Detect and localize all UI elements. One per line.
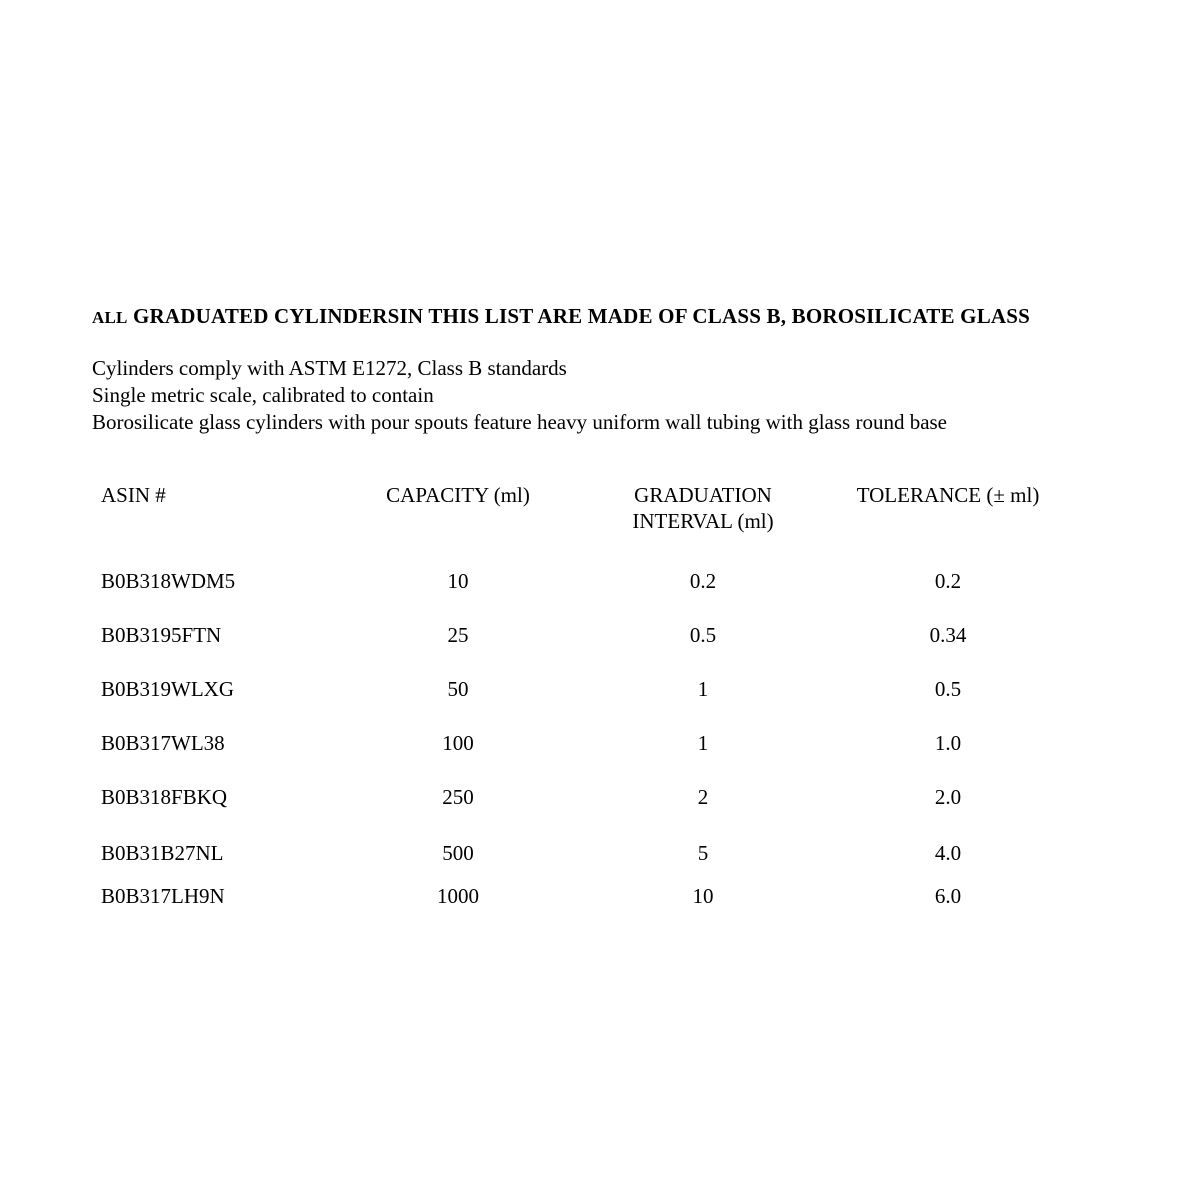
table-cell-tolerance: 6.0 bbox=[934, 884, 962, 908]
table-cell-tolerance: 4.0 bbox=[934, 841, 962, 865]
table-cell-capacity: 500 bbox=[442, 841, 474, 865]
table-cell-tolerance: 0.34 bbox=[929, 623, 967, 647]
table-cell-graduation: 10 bbox=[692, 884, 714, 908]
table-cell-graduation: 1 bbox=[697, 731, 709, 755]
table-cell-asin: B0B3195FTN bbox=[101, 623, 222, 647]
table-cell-graduation: 0.2 bbox=[689, 569, 717, 593]
column-header-graduation-line1: GRADUATION bbox=[634, 483, 772, 507]
note-line: Cylinders comply with ASTM E1272, Class B standards bbox=[92, 356, 567, 380]
column-header-graduation bbox=[603, 482, 803, 534]
table-cell-graduation: 5 bbox=[697, 841, 709, 865]
column-header-graduation-line2: INTERVAL (ml) bbox=[632, 509, 774, 533]
heading-text: GRADUATED CYLINDERSIN THIS LIST ARE MADE OF CLASS B, BOROSILICATE GLASS bbox=[127, 304, 1031, 328]
table-cell-capacity: 1000 bbox=[437, 884, 479, 908]
table-cell-tolerance: 1.0 bbox=[934, 731, 962, 755]
table-cell-graduation: 1 bbox=[697, 677, 709, 701]
heading-prefix: ALL bbox=[92, 308, 128, 327]
table-cell-tolerance: 2.0 bbox=[934, 785, 962, 809]
table-cell-tolerance: 0.5 bbox=[934, 677, 962, 701]
table-cell-tolerance: 0.2 bbox=[934, 569, 962, 593]
table-cell-asin: B0B317LH9N bbox=[101, 884, 225, 908]
table-cell-asin: B0B31B27NL bbox=[101, 841, 224, 865]
table-cell-capacity: 50 bbox=[447, 677, 469, 701]
table-cell-graduation: 0.5 bbox=[689, 623, 717, 647]
table-cell-capacity: 25 bbox=[447, 623, 469, 647]
table-cell-asin: B0B318WDM5 bbox=[101, 569, 236, 593]
table-cell-capacity: 100 bbox=[442, 731, 474, 755]
table-cell-asin: B0B319WLXG bbox=[101, 677, 234, 701]
column-header-capacity: CAPACITY (ml) bbox=[386, 483, 530, 507]
column-header-asin: ASIN # bbox=[101, 483, 166, 507]
note-line: Single metric scale, calibrated to contain bbox=[92, 383, 434, 407]
column-header-tolerance: TOLERANCE (± ml) bbox=[856, 483, 1040, 507]
table-cell-asin: B0B317WL38 bbox=[101, 731, 225, 755]
note-line: Borosilicate glass cylinders with pour spouts feature heavy uniform wall tubing with glass round base bbox=[92, 410, 948, 434]
table-cell-graduation: 2 bbox=[697, 785, 709, 809]
table-cell-capacity: 250 bbox=[442, 785, 474, 809]
table-cell-asin: B0B318FBKQ bbox=[101, 785, 228, 809]
table-cell-capacity: 10 bbox=[447, 569, 469, 593]
